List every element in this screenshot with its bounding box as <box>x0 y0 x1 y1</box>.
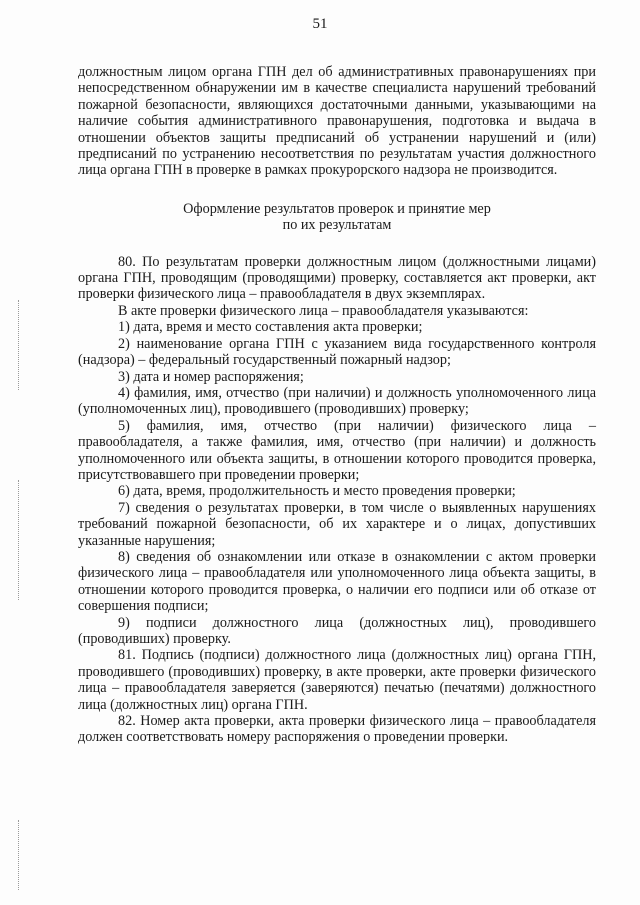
list-item-4: 4) фамилия, имя, отчество (при наличии) и должность уполномоченного лица (уполномоченных лиц), проводившего (проводивших) проверку; <box>78 384 596 418</box>
intro-paragraph: должностным лицом органа ГПН дел об административных правонарушениях при непосредственном обнаружении им в качестве специалиста нарушений требований пожарной безопасности, являющихся достаточными данными, указывающими на наличие события административного правонарушения, подготовка и выдача в отношении объектов защиты предписаний об устранении нарушений и (или) предписаний по устранению несоответствия по результатам участия должностного лица органа ГПН в проверке в рамках прокурорского надзора не производится. <box>78 64 596 179</box>
paragraph-act-contents-intro: В акте проверки физического лица – правообладателя указываются: <box>118 302 529 319</box>
paragraph-81: 81. Подпись (подписи) должностного лица (должностных лиц) органа ГПН, проводившего (проводивших) проверку, в акте проверки, акте проверки физического лица – правообладателя заверяется (заверяются) печатью (печатями) должностного лица (должностных лиц) органа ГПН. <box>78 647 596 713</box>
section-heading-line: Оформление результатов проверок и принятие мер <box>183 200 491 217</box>
paragraph-80: 80. По результатам проверки должностным лицом (должностными лицами) органа ГПН, проводящим (проводящими) проверку, составляется акт проверки, акт проверки физического лица – правообладателя в двух экземплярах. <box>78 253 596 303</box>
list-item-1: 1) дата, время и место составления акта проверки; <box>118 319 423 336</box>
scan-artifact <box>18 480 23 600</box>
list-item-3: 3) дата и номер распоряжения; <box>118 368 304 385</box>
scan-artifact <box>18 820 23 890</box>
list-item-8: 8) сведения об ознакомлении или отказе в ознакомлении с актом проверки физического лица – правообладателя или уполномоченного лица объекта защиты, в отношении которого проводится проверка, о наличии его подписи или об отказе от совершения подписи; <box>78 548 596 615</box>
section-heading-line: по их результатам <box>282 217 392 234</box>
list-item-5: 5) фамилия, имя, отчество (при наличии) физического лица – правообладателя, а также фамилия, имя, отчество (при наличии) и должность уполномоченного или объекта защиты, в отношении которого проводится проверка, присутствовавшего при проведении проверки; <box>78 417 596 483</box>
list-item-6: 6) дата, время, продолжительность и место проведения проверки; <box>118 483 516 500</box>
section-heading <box>78 201 596 234</box>
scan-artifact <box>18 300 23 390</box>
document-body <box>78 64 596 746</box>
paragraph-82: 82. Номер акта проверки, акта проверки физического лица – правообладателя должен соответствовать номеру распоряжения о проведении проверки. <box>78 713 596 746</box>
page-number: 51 <box>312 16 328 32</box>
list-item-2: 2) наименование органа ГПН с указанием вида государственного контроля (надзора) – федеральный государственный пожарный надзор; <box>78 335 596 369</box>
list-item-9: 9) подписи должностного лица (должностных лиц), проводившего (проводивших) проверку. <box>78 614 596 647</box>
list-item-7: 7) сведения о результатах проверки, в том числе о выявленных нарушениях требований пожарной безопасности, об их характере и о лицах, допустивших указанные нарушения; <box>78 499 596 549</box>
